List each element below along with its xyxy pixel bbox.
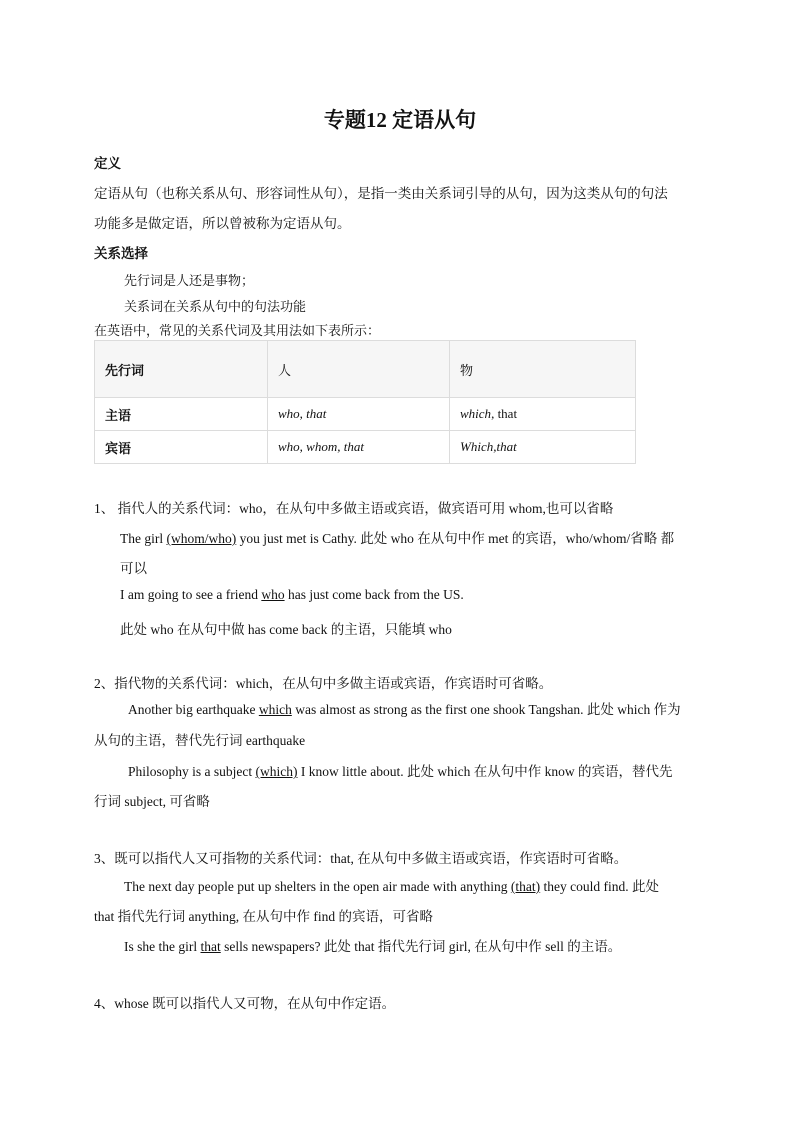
table-row xyxy=(95,431,636,464)
definition-line-2: 功能多是做定语，所以曾被称为定语从句。 xyxy=(94,216,351,231)
example-text: Another big earthquake xyxy=(128,702,259,717)
example-blank: (whom/who) xyxy=(166,531,237,546)
selection-item-2: 关系词在关系从句中的句法功能 xyxy=(124,300,307,315)
row-label-object: 宾语 xyxy=(95,431,268,464)
cell-object-thing xyxy=(450,431,636,464)
section-2-heading: 2、指代物的关系代词：which，在从句中多做主语或宾语，作宾语时可省略。 xyxy=(94,676,553,691)
section-1-example-1 xyxy=(120,527,674,547)
section-3-example-2 xyxy=(124,935,621,955)
definition-line-1: 定语从句（也称关系从句、形容词性从句），是指一类由关系词引导的从句，因为这类从句的句法 xyxy=(94,186,668,201)
page-title: 专题12 定语从句 xyxy=(323,108,477,132)
example-text: sells newspapers? 此处 that 指代先行词 girl, 在从句中作 sell 的主语。 xyxy=(220,939,622,954)
example-blank: that xyxy=(200,939,221,954)
example-text: The next day people put up shelters in the open air made with anything xyxy=(124,879,511,894)
table-intro: 在英语中，常见的关系代词及其用法如下表所示： xyxy=(94,324,381,339)
section-2-example-2-cont: 行词 subject, 可省略 xyxy=(94,794,210,809)
example-text: you just met is Cathy. 此处 who 在从句中作 met 的宾语，who/whom/省略 都 xyxy=(236,531,675,546)
cell-subject-thing-which: which xyxy=(460,406,492,421)
cell-subject-thing xyxy=(450,398,636,431)
example-text: I am going to see a friend xyxy=(120,587,262,602)
header-person: 人 xyxy=(268,341,450,398)
selection-heading: 关系选择 xyxy=(94,246,148,262)
cell-subject-person: who, that xyxy=(268,398,450,431)
table-row xyxy=(95,398,636,431)
example-text: they could find. 此处 xyxy=(540,879,660,894)
section-1-example-1-cont: 可以 xyxy=(120,561,147,576)
example-text: The girl xyxy=(120,531,167,546)
cell-object-person: who, whom, that xyxy=(268,431,450,464)
cell-subject-thing-that: , that xyxy=(491,406,518,421)
section-3-example-1-cont: that 指代先行词 anything, 在从句中作 find 的宾语，可省略 xyxy=(94,909,433,924)
section-1-example-2 xyxy=(120,587,464,603)
cell-object-thing-which: Which,that xyxy=(460,439,517,454)
example-blank: (which) xyxy=(255,764,298,779)
example-text: Philosophy is a subject xyxy=(128,764,256,779)
example-blank: (that) xyxy=(510,879,541,894)
example-text: Is she the girl xyxy=(124,939,201,954)
example-text: was almost as strong as the first one shook Tangshan. 此处 which 作为 xyxy=(291,702,681,717)
example-text: I know little about. 此处 which 在从句中作 know 的宾语，替代先 xyxy=(297,764,673,779)
example-blank: which xyxy=(258,702,292,717)
section-4-heading: 4、whose 既可以指代人又可物，在从句中作定语。 xyxy=(94,996,396,1011)
section-2-example-1-cont: 从句的主语，替代先行词 earthquake xyxy=(94,733,306,748)
example-text: has just come back from the US. xyxy=(284,587,464,602)
header-antecedent: 先行词 xyxy=(95,341,268,398)
header-thing: 物 xyxy=(450,341,636,398)
row-label-subject: 主语 xyxy=(95,398,268,431)
section-1-example-2-note: 此处 who 在从句中做 has come back 的主语，只能填 who xyxy=(120,622,452,637)
section-2-example-1 xyxy=(128,698,681,718)
table-header-row xyxy=(95,341,636,398)
relative-pronoun-table xyxy=(94,340,636,464)
section-2-example-2 xyxy=(128,760,672,780)
example-blank: who xyxy=(261,587,285,602)
section-3-example-1 xyxy=(124,875,659,895)
selection-item-1: 先行词是人还是事物； xyxy=(124,274,255,289)
section-1-heading: 1、 指代人的关系代词：who，在从句中多做主语或宾语，做宾语可用 whom,也可以省略 xyxy=(94,501,614,516)
section-3-heading: 3、既可以指代人又可指物的关系代词：that, 在从句中多做主语或宾语，作宾语时可省略。 xyxy=(94,851,628,866)
definition-heading: 定义 xyxy=(94,156,121,172)
